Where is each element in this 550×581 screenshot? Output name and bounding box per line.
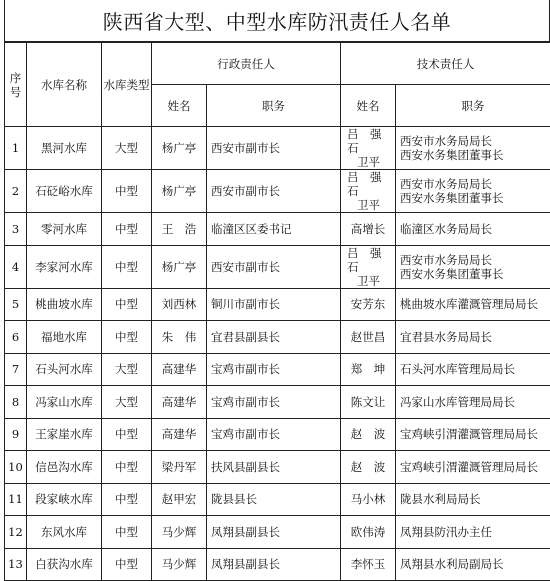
tech-position-line: 凤翔县水利局副局长 — [400, 557, 550, 571]
tech-name-line: 卫平 — [347, 274, 395, 288]
row-seq: 11 — [5, 483, 27, 516]
tech-name-line: 吕 强 石 — [347, 246, 395, 274]
tech-name-line: 欧伟涛 — [341, 525, 395, 539]
admin-name: 高建华 — [152, 386, 207, 419]
header-reservoir-type: 水库类型 — [102, 43, 152, 127]
row-seq: 3 — [5, 213, 27, 246]
admin-name: 马少辉 — [152, 516, 207, 549]
admin-position: 临潼区区委书记 — [207, 213, 341, 246]
reservoir-name: 石头河水库 — [27, 353, 102, 386]
tech-name-line: 卫平 — [347, 155, 395, 169]
document-title: 陕西省大型、中型水库防汛责任人名单 — [103, 6, 452, 35]
reservoir-type: 中型 — [102, 170, 152, 213]
tech-position-line: 陇县水利局局长 — [400, 492, 550, 506]
admin-name: 高建华 — [152, 353, 207, 386]
header-reservoir-name: 水库名称 — [27, 43, 102, 127]
admin-name: 马少辉 — [152, 548, 207, 581]
table-row — [5, 548, 550, 581]
reservoir-name: 白获沟水库 — [27, 548, 102, 581]
table-row — [5, 170, 550, 213]
reservoir-type: 中型 — [102, 483, 152, 516]
row-seq: 12 — [5, 516, 27, 549]
row-seq: 8 — [5, 386, 27, 419]
tech-position — [396, 353, 550, 386]
reservoir-type: 中型 — [102, 245, 152, 288]
tech-position — [396, 170, 550, 213]
tech-name — [341, 127, 396, 170]
roster-sheet — [4, 0, 550, 581]
tech-position — [396, 451, 550, 484]
tech-position-line: 凤翔县防汛办主任 — [400, 525, 550, 539]
tech-name — [341, 386, 396, 419]
row-seq: 1 — [5, 127, 27, 170]
reservoir-type: 中型 — [102, 321, 152, 354]
row-seq: 10 — [5, 451, 27, 484]
admin-position: 西安市副市长 — [207, 245, 341, 288]
reservoir-type: 中型 — [102, 516, 152, 549]
tech-position — [396, 548, 550, 581]
tech-position-line: 西安水务集团董事长 — [400, 267, 550, 281]
reservoir-type: 中型 — [102, 288, 152, 321]
admin-position: 凤翔县副县长 — [207, 516, 341, 549]
tech-position — [396, 213, 550, 246]
header-tech-name: 姓名 — [341, 85, 396, 127]
reservoir-name: 黑河水库 — [27, 127, 102, 170]
tech-name — [341, 213, 396, 246]
tech-name — [341, 451, 396, 484]
tech-position — [396, 321, 550, 354]
admin-position: 陇县县长 — [207, 483, 341, 516]
tech-name-line: 赵 波 — [341, 427, 395, 441]
reservoir-name: 李家河水库 — [27, 245, 102, 288]
tech-name — [341, 353, 396, 386]
tech-position-line: 石头河水库管理局局长 — [400, 362, 550, 376]
tech-name-line: 吕 强 石 — [347, 170, 395, 198]
reservoir-type: 大型 — [102, 386, 152, 419]
admin-position: 宝鸡市副市长 — [207, 386, 341, 419]
reservoir-name: 桃曲坡水库 — [27, 288, 102, 321]
admin-position: 宜君县副县长 — [207, 321, 341, 354]
tech-position — [396, 127, 550, 170]
header-admin-name: 姓名 — [152, 85, 207, 127]
tech-name — [341, 418, 396, 451]
admin-name: 杨广亭 — [152, 170, 207, 213]
admin-position: 宝鸡市副市长 — [207, 353, 341, 386]
header-seq: 序号 — [5, 43, 27, 127]
admin-position: 西安市副市长 — [207, 127, 341, 170]
tech-name-line: 马小林 — [341, 492, 395, 506]
reservoir-name: 东风水库 — [27, 516, 102, 549]
tech-position-line: 西安市水务局局长 — [400, 134, 550, 148]
title-row — [4, 0, 550, 42]
tech-name-line: 卫平 — [347, 198, 395, 212]
reservoir-name: 信邑沟水库 — [27, 451, 102, 484]
header-admin-group: 行政责任人 — [152, 43, 341, 85]
roster-body — [5, 127, 550, 581]
table-row — [5, 127, 550, 170]
admin-position: 凤翔县副县长 — [207, 548, 341, 581]
header-tech-position: 职务 — [396, 85, 550, 127]
admin-name: 赵甲宏 — [152, 483, 207, 516]
admin-name: 朱 伟 — [152, 321, 207, 354]
table-row — [5, 516, 550, 549]
table-row — [5, 321, 550, 354]
admin-position: 西安市副市长 — [207, 170, 341, 213]
tech-name-line: 赵世昌 — [341, 330, 395, 344]
admin-name: 刘西林 — [152, 288, 207, 321]
tech-name-line: 吕 强 石 — [347, 127, 395, 155]
tech-position — [396, 483, 550, 516]
table-row — [5, 288, 550, 321]
table-row — [5, 451, 550, 484]
tech-name — [341, 170, 396, 213]
tech-position — [396, 516, 550, 549]
tech-position-line: 西安水务集团董事长 — [400, 191, 550, 205]
table-row — [5, 386, 550, 419]
row-seq: 13 — [5, 548, 27, 581]
tech-name — [341, 483, 396, 516]
tech-name-line: 高增长 — [341, 222, 395, 236]
tech-name-line: 安芳东 — [341, 297, 395, 311]
reservoir-type: 大型 — [102, 127, 152, 170]
tech-position-line: 宝鸡峡引渭灌溉管理局局长 — [400, 460, 550, 474]
tech-position-line: 冯家山水库管理局局长 — [400, 395, 550, 409]
tech-position-line: 临潼区水务局局长 — [400, 222, 550, 236]
reservoir-name: 福地水库 — [27, 321, 102, 354]
tech-position-line: 宝鸡峡引渭灌溉管理局局长 — [400, 427, 550, 441]
tech-name-line: 赵 波 — [341, 460, 395, 474]
tech-name — [341, 245, 396, 288]
header-admin-position: 职务 — [207, 85, 341, 127]
table-row — [5, 245, 550, 288]
tech-position-line: 西安市水务局局长 — [400, 177, 550, 191]
header-tech-group: 技术责任人 — [341, 43, 550, 85]
reservoir-name: 零河水库 — [27, 213, 102, 246]
tech-name-line: 李怀玉 — [341, 557, 395, 571]
tech-position-line: 桃曲坡水库灌溉管理局局长 — [400, 297, 550, 311]
reservoir-name: 冯家山水库 — [27, 386, 102, 419]
admin-name: 王 浩 — [152, 213, 207, 246]
tech-position-line: 宜君县水务局局长 — [400, 330, 550, 344]
admin-position: 铜川市副市长 — [207, 288, 341, 321]
reservoir-type: 中型 — [102, 418, 152, 451]
reservoir-type: 中型 — [102, 451, 152, 484]
row-seq: 2 — [5, 170, 27, 213]
admin-name: 高建华 — [152, 418, 207, 451]
admin-position: 宝鸡市副市长 — [207, 418, 341, 451]
tech-name — [341, 516, 396, 549]
admin-name: 梁丹军 — [152, 451, 207, 484]
tech-name — [341, 321, 396, 354]
tech-name-line: 郑 坤 — [341, 362, 395, 376]
roster-table — [4, 42, 550, 581]
reservoir-type: 中型 — [102, 548, 152, 581]
tech-position — [396, 386, 550, 419]
admin-name: 杨广亭 — [152, 245, 207, 288]
tech-name — [341, 548, 396, 581]
tech-position — [396, 245, 550, 288]
row-seq: 5 — [5, 288, 27, 321]
table-row — [5, 353, 550, 386]
admin-position: 扶风县副县长 — [207, 451, 341, 484]
tech-position-line: 西安水务集团董事长 — [400, 148, 550, 162]
table-row — [5, 483, 550, 516]
reservoir-name: 石砭峪水库 — [27, 170, 102, 213]
table-row — [5, 418, 550, 451]
tech-position — [396, 288, 550, 321]
reservoir-type: 大型 — [102, 353, 152, 386]
row-seq: 9 — [5, 418, 27, 451]
row-seq: 6 — [5, 321, 27, 354]
reservoir-name: 段家峡水库 — [27, 483, 102, 516]
tech-position-line: 西安市水务局局长 — [400, 253, 550, 267]
table-row — [5, 213, 550, 246]
tech-name-line: 陈文让 — [341, 395, 395, 409]
row-seq: 7 — [5, 353, 27, 386]
tech-name — [341, 288, 396, 321]
admin-name: 杨广亭 — [152, 127, 207, 170]
row-seq: 4 — [5, 245, 27, 288]
tech-position — [396, 418, 550, 451]
reservoir-type: 中型 — [102, 213, 152, 246]
reservoir-name: 王家崖水库 — [27, 418, 102, 451]
